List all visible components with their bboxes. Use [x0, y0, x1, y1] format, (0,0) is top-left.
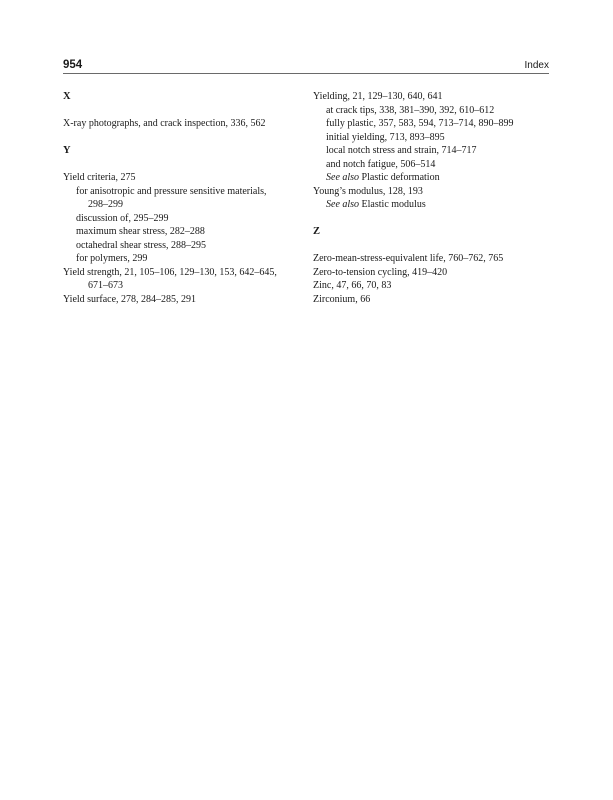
spacer: [63, 158, 308, 172]
see-also-label: See also: [326, 172, 360, 183]
index-subentry: at crack tips, 338, 381–390, 392, 610–612: [326, 104, 495, 116]
index-entry: Zinc, 47, 66, 70, 83: [313, 280, 392, 291]
index-subentry: octahedral shear stress, 288–295: [76, 239, 206, 251]
running-head: Index: [524, 60, 549, 71]
index-subentry-continuation: 298–299: [88, 199, 123, 210]
index-subentry: maximum shear stress, 282–288: [76, 226, 205, 237]
section-letter-y: Y: [63, 145, 71, 156]
index-entry-continuation: 671–673: [88, 280, 123, 291]
see-also-reference: [313, 198, 553, 212]
index-subentry: discussion of, 295–299: [76, 212, 169, 224]
index-entry: Zirconium, 66: [313, 293, 371, 305]
spacer: [313, 239, 553, 253]
index-entry: Yield surface, 278, 284–285, 291: [63, 293, 197, 305]
see-also-target: Plastic deformation: [359, 172, 440, 183]
spacer: [313, 212, 553, 226]
index-subentry: for anisotropic and pressure sensitive materials,: [76, 185, 267, 197]
see-also-target: Elastic modulus: [359, 199, 426, 210]
index-entry: Zero-mean-stress-equivalent life, 760–762, 765: [313, 253, 504, 264]
see-also-reference: [313, 171, 553, 185]
index-entry: Young’s modulus, 128, 193: [313, 185, 423, 197]
index-entry: Zero-to-tension cycling, 419–420: [313, 266, 448, 278]
section-letter-x: X: [63, 91, 71, 102]
index-entry: Yield strength, 21, 105–106, 129–130, 153, 642–645,: [63, 266, 277, 278]
section-letter-z: Z: [313, 226, 321, 237]
index-entry: X-ray photographs, and crack inspection, 336, 562: [63, 118, 266, 129]
header-rule: [63, 73, 549, 74]
spacer: [63, 131, 308, 145]
page-number: 954: [63, 59, 83, 71]
index-subentry: and notch fatigue, 506–514: [326, 158, 436, 170]
index-entry: Yielding, 21, 129–130, 640, 641: [313, 91, 443, 102]
see-also-label: See also: [326, 199, 360, 210]
index-subentry: fully plastic, 357, 583, 594, 713–714, 890–899: [326, 118, 514, 129]
index-entry: Yield criteria, 275: [63, 172, 136, 183]
index-subentry: for polymers, 299: [76, 253, 148, 264]
index-column-right: [313, 90, 553, 306]
index-column-left: [63, 90, 308, 306]
index-subentry: initial yielding, 713, 893–895: [326, 131, 445, 143]
index-subentry: local notch stress and strain, 714–717: [326, 145, 477, 156]
spacer: [63, 104, 308, 118]
